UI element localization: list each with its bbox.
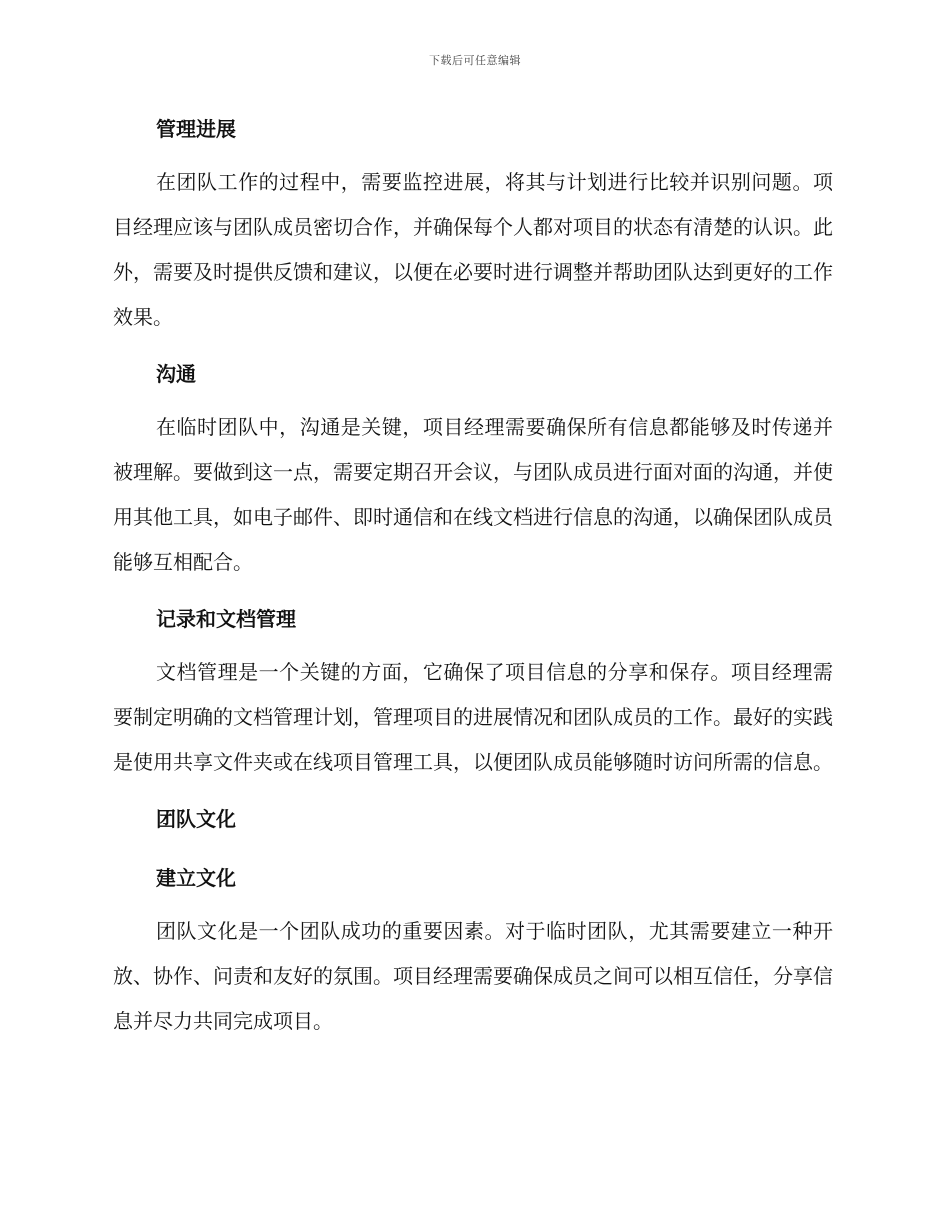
section-heading-team-culture: 团队文化 xyxy=(156,807,236,831)
section-paragraph-documentation: 文档管理是一个关键的方面，它确保了项目信息的分享和保存。项目经理需要制定明确的文档管理计划，管理项目的进展情况和团队成员的工作。最好的实践是使用共享文件夹或在线项目管理工具，以便团队成员能够随时访问所需的信息。 xyxy=(113,660,833,774)
section-heading-progress: 管理进展 xyxy=(156,117,236,141)
section-paragraph-progress: 在团队工作的过程中，需要监控进展，将其与计划进行比较并识别问题。项目经理应该与团队成员密切合作，并确保每个人都对项目的状态有清楚的认识。此外，需要及时提供反馈和建议，以便在必要时进行调整并帮助团队达到更好的工作效果。 xyxy=(113,170,833,329)
section-heading-documentation: 记录和文档管理 xyxy=(156,607,296,631)
section-paragraph-build-culture: 团队文化是一个团队成功的重要因素。对于临时团队，尤其需要建立一种开放、协作、问责和友好的氛围。项目经理需要确保成员之间可以相互信任，分享信息并尽力共同完成项目。 xyxy=(113,919,833,1033)
document-body xyxy=(113,110,833,1044)
section-paragraph-communication: 在临时团队中，沟通是关键，项目经理需要确保所有信息都能够及时传递并被理解。要做到这一点，需要定期召开会议，与团队成员进行面对面的沟通，并使用其他工具，如电子邮件、即时通信和在线文档进行信息的沟通，以确保团队成员能够互相配合。 xyxy=(113,415,833,574)
page-header: 下载后可任意编辑 xyxy=(429,54,521,67)
section-heading-communication: 沟通 xyxy=(156,362,196,386)
section-heading-build-culture: 建立文化 xyxy=(156,866,236,890)
